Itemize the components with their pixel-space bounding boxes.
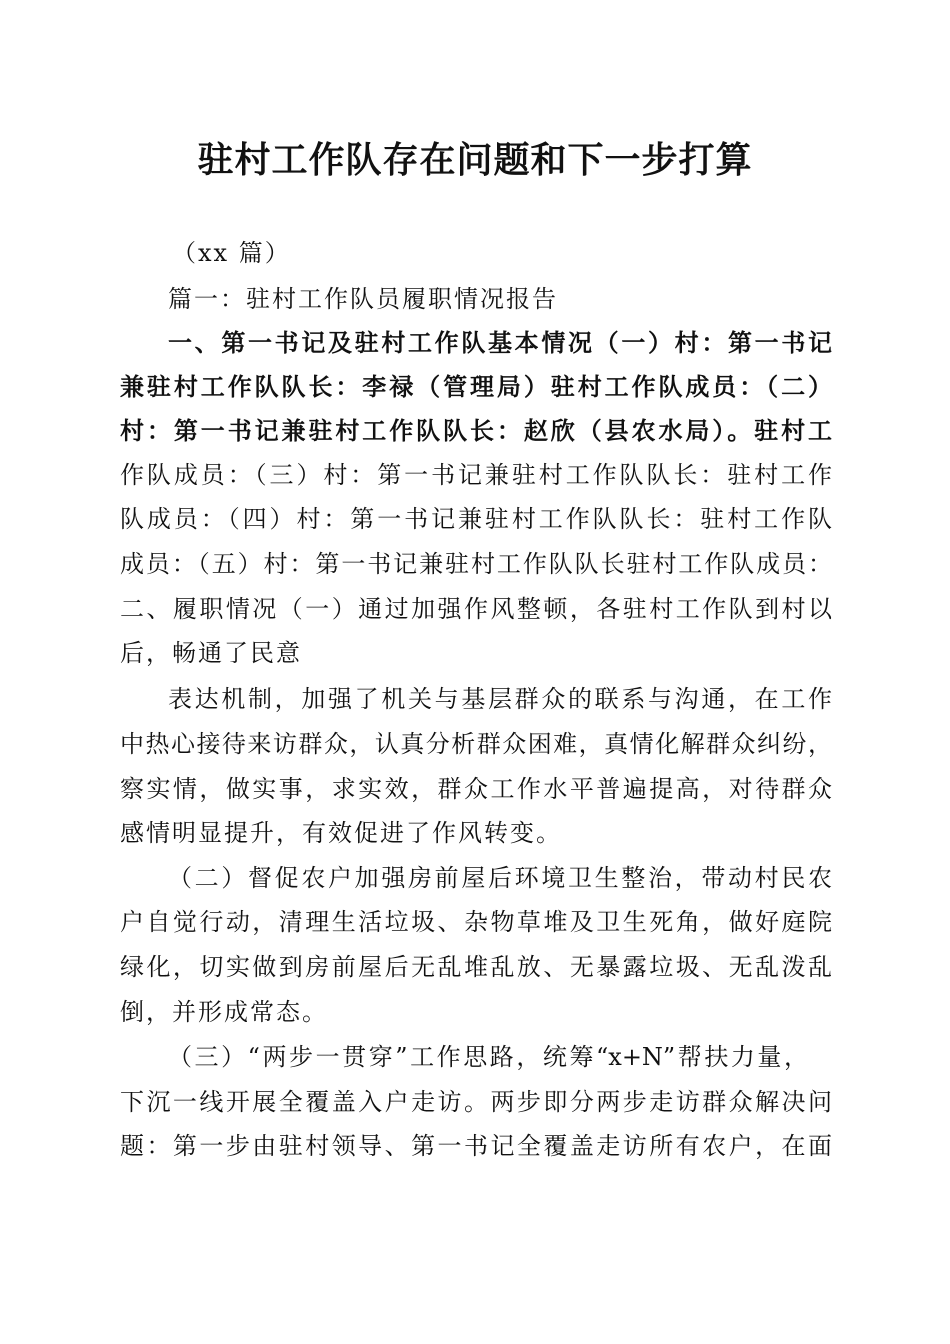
paragraph-line: 队成员：（四）村：第一书记兼驻村工作队队长：驻村工作队 — [120, 505, 832, 533]
paragraph-line: 一、第一书记及驻村工作队基本情况（一）村：第一书记 — [168, 328, 832, 357]
paragraph-line: 兼驻村工作队队长：李禄（管理局）驻村工作队成员：（二） — [120, 372, 832, 401]
paragraph-line: 题：第一步由驻村领导、第一书记全覆盖走访所有农户，在面 — [120, 1132, 832, 1160]
paragraph-line: （二）督促农户加强房前屋后环境卫生整治，带动村民农 — [168, 864, 832, 892]
paragraph-line: 倒，并形成常态。 — [120, 998, 328, 1026]
paragraph-line: 绿化，切实做到房前屋后无乱堆乱放、无暴露垃圾、无乱泼乱 — [120, 953, 832, 981]
paragraph-line: （三）“两步一贯穿”工作思路，统筹“x+N”帮扶力量， — [168, 1043, 808, 1071]
article-heading: 篇一：驻村工作队员履职情况报告 — [168, 285, 558, 313]
paragraph-line: 户自觉行动，清理生活垃圾、杂物草堆及卫生死角，做好庭院 — [120, 908, 832, 936]
paragraph-line: 二、履职情况（一）通过加强作风整顿，各驻村工作队到村以 — [120, 595, 832, 623]
paragraph-line: 察实情，做实事，求实效，群众工作水平普遍提高，对待群众 — [120, 775, 832, 803]
paragraph-line: 作队成员：（三）村：第一书记兼驻村工作队队长：驻村工作 — [120, 461, 832, 489]
paragraph-line: 村：第一书记兼驻村工作队队长：赵欣（县农水局）。驻村工 — [120, 416, 832, 445]
subtitle-count: （xx 篇） — [172, 239, 291, 267]
paragraph-line: 表达机制，加强了机关与基层群众的联系与沟通，在工作 — [168, 685, 832, 713]
paragraph-line: 后，畅通了民意 — [120, 639, 302, 667]
document-title: 驻村工作队存在问题和下一步打算 — [197, 139, 753, 181]
paragraph-line: 中热心接待来访群众，认真分析群众困难，真情化解群众纠纷， — [120, 730, 832, 758]
paragraph-line: 成员：（五）村：第一书记兼驻村工作队队长驻村工作队成员： — [120, 550, 832, 578]
paragraph-line: 下沉一线开展全覆盖入户走访。两步即分两步走访群众解决问 — [120, 1088, 832, 1116]
paragraph-line: 感情明显提升，有效促进了作风转变。 — [120, 819, 562, 847]
